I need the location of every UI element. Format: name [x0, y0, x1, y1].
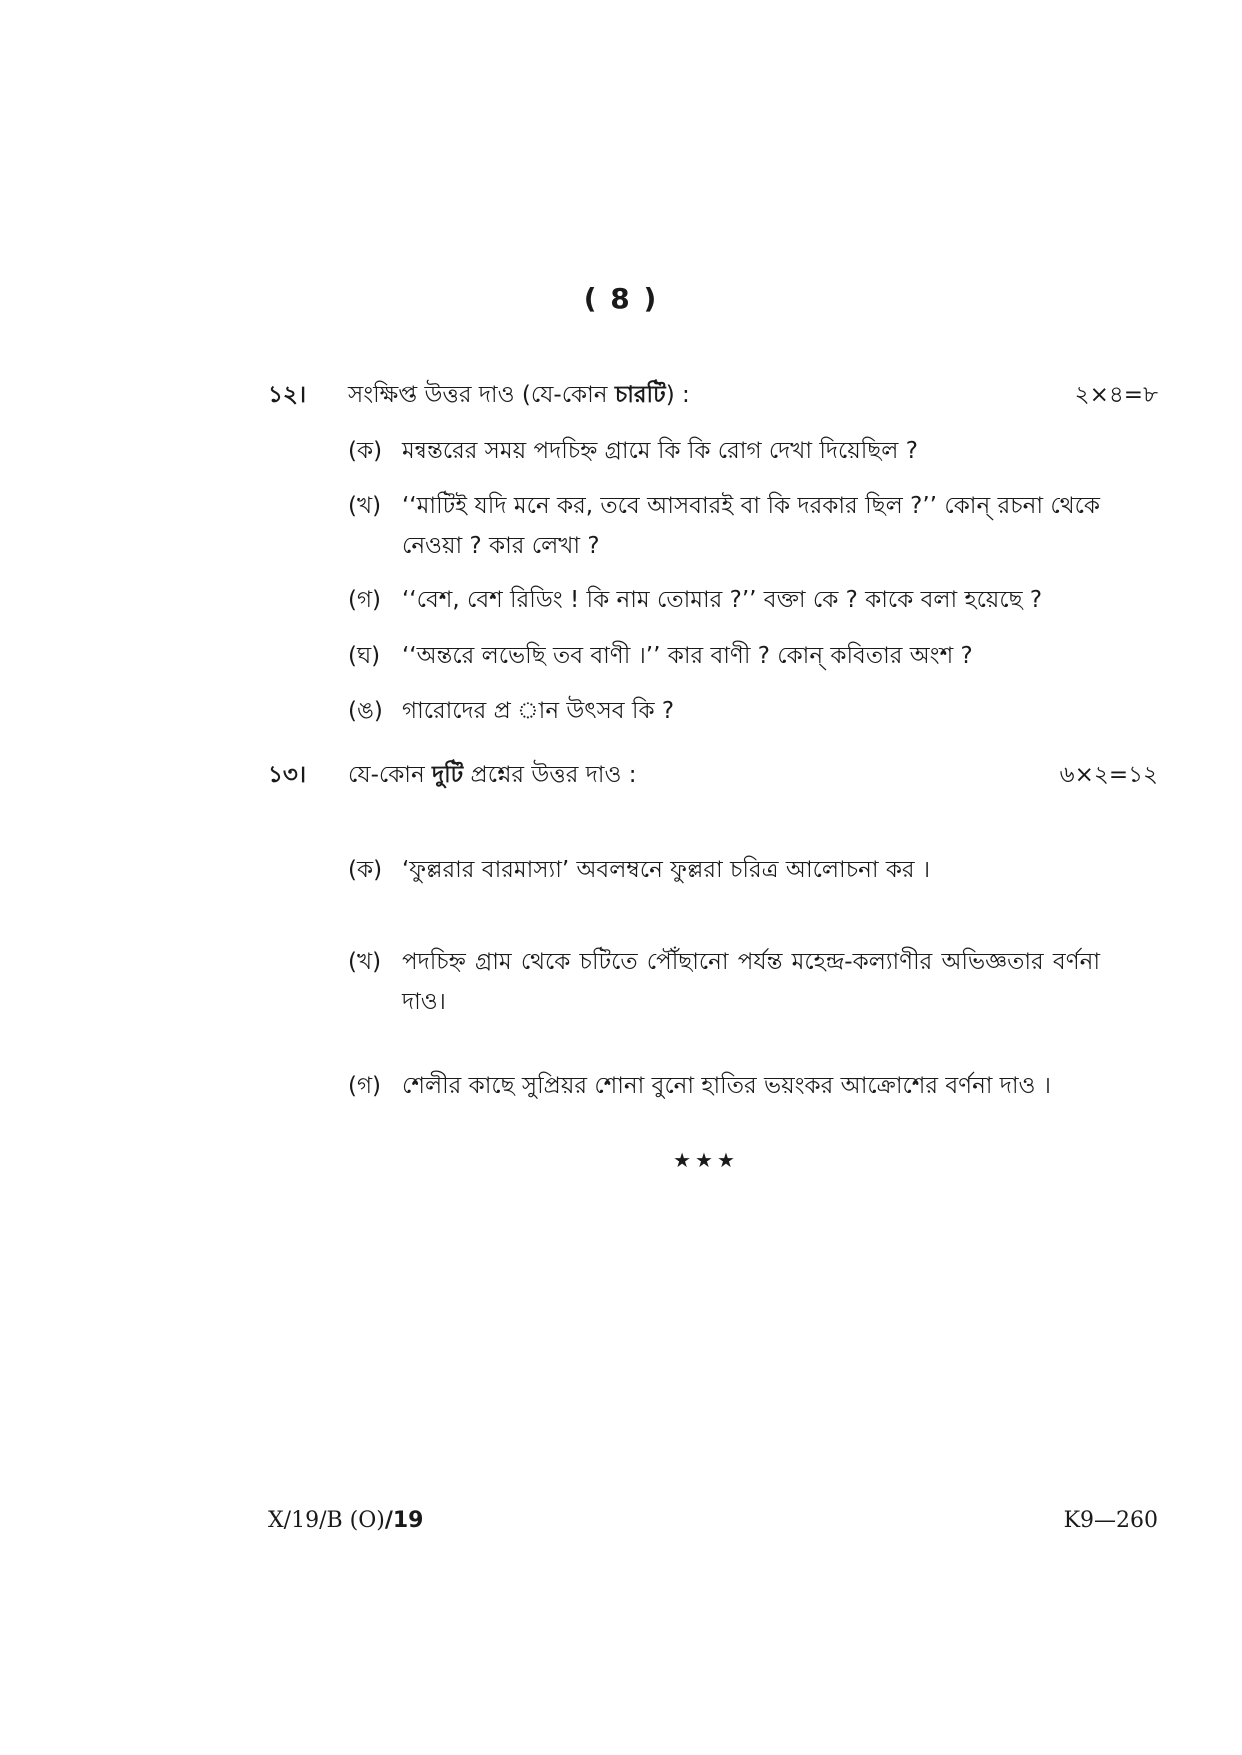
- sub-question-label: (ঘ): [348, 643, 381, 669]
- question-marks: ২×৪=৮: [1074, 382, 1158, 408]
- sub-question: [348, 942, 1100, 1022]
- sub-question: [348, 636, 1100, 676]
- sub-question: [348, 850, 1100, 890]
- sub-question-label: (ক): [348, 857, 383, 883]
- sub-question: [348, 580, 1100, 620]
- print-code: K9—260: [1063, 1508, 1158, 1533]
- question-instruction: সংক্ষিপ্ত উত্তর দাও (যে-কোন চারটি) :: [348, 382, 690, 408]
- page-number: ( 8 ): [583, 282, 659, 315]
- sub-question-text: ‘‘অন্তরে লভেছি তব বাণী ।’’ কার বাণী ? কোন্ কবিতার অংশ ?: [402, 643, 973, 669]
- sub-question: [348, 691, 1100, 731]
- question-number: ১৩।: [268, 762, 307, 788]
- sub-question-label: (খ): [348, 949, 382, 975]
- sub-question-text: ‘‘মাটিই যদি মনে কর, তবে আসবারই বা কি দরকার ছিল ?’’ কোন্ রচনা থেকে নেওয়া ? কার লেখা ?: [402, 493, 1100, 559]
- end-of-paper-stars: ★★★: [673, 1148, 739, 1172]
- sub-question-label: (ঙ): [348, 698, 383, 724]
- question-number: ১২।: [268, 382, 307, 408]
- sub-question-label: (গ): [348, 1073, 382, 1099]
- sub-question-label: (গ): [348, 587, 382, 613]
- sub-question: [348, 431, 1100, 471]
- sub-question-label: (খ): [348, 493, 382, 519]
- sub-question-text: ‘ফুল্লরার বারমাস্যা’ অবলম্বনে ফুল্লরা চরিত্র আলোচনা কর ।: [402, 857, 931, 883]
- sub-question-text: মন্বন্তরের সময় পদচিহ্ন গ্রামে কি কি রোগ দেখা দিয়েছিল ?: [402, 438, 918, 464]
- sub-question-text: গারোদের প্র ান উৎসব কি ?: [402, 698, 675, 724]
- sub-question-text: শেলীর কাছে সুপ্রিয়র শোনা বুনো হাতির ভয়ংকর আক্রোশের বর্ণনা দাও ।: [402, 1073, 1052, 1099]
- question-instruction: যে-কোন দুটি প্রশ্নের উত্তর দাও :: [348, 762, 637, 788]
- sub-question-label: (ক): [348, 438, 383, 464]
- question-marks: ৬×২=১২: [1059, 762, 1158, 788]
- sub-question: [348, 486, 1100, 566]
- sub-question-text: পদচিহ্ন গ্রাম থেকে চটিতে পৌঁছানো পর্যন্ত মহেন্দ্র-কল্যাণীর অভিজ্ঞতার বর্ণনা দাও।: [402, 949, 1100, 1015]
- sub-question-text: ‘‘বেশ, বেশ রিডিং ! কি নাম তোমার ?’’ বক্তা কে ? কাকে বলা হয়েছে ?: [402, 587, 1043, 613]
- paper-code: X/19/B (O)/19: [268, 1508, 424, 1533]
- sub-question: [348, 1066, 1100, 1106]
